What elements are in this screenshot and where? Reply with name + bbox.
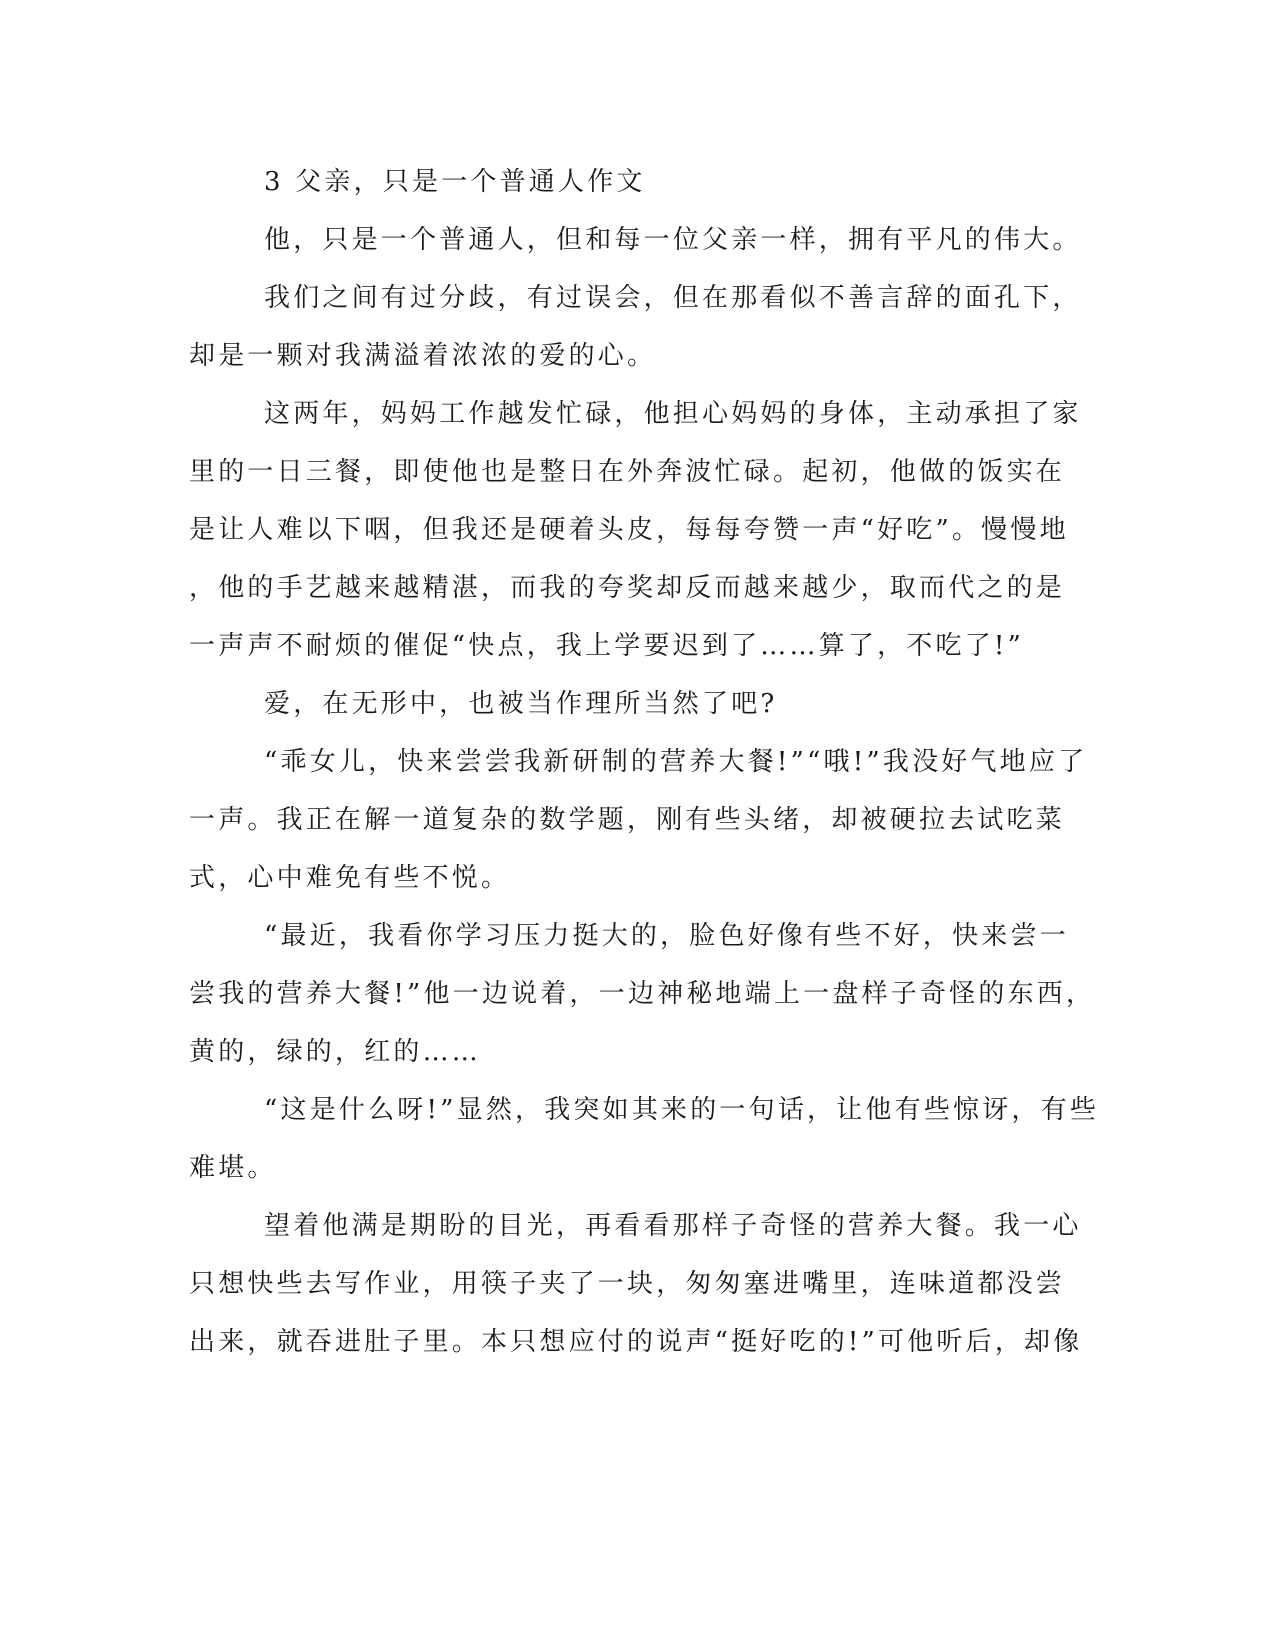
paragraph-line: 黄的，绿的，红的…… (189, 1037, 482, 1067)
paragraph-line: 尝我的营养大餐!”他一边说着，一边神秘地端上一盘样子奇怪的东西， (189, 979, 1096, 1009)
paragraph-line: 一声声不耐烦的催促“快点，我上学要迟到了……算了，不吃了!” (189, 631, 1025, 661)
paragraph-line: “乖女儿，快来尝尝我新研制的营养大餐!”“哦!”我没好气地应了 (264, 747, 1088, 777)
paragraph-line: 他，只是一个普通人，但和每一位父亲一样，拥有平凡的伟大。 (264, 225, 1082, 255)
paragraph-line: “这是什么呀!”显然，我突如其来的一句话，让他有些惊讶，有些 (264, 1095, 1100, 1125)
paragraph-line: 式，心中难免有些不悦。 (189, 863, 511, 893)
paragraph-line: ，他的手艺越来越精湛，而我的夸奖却反而越来越少，取而代之的是 (189, 573, 1066, 603)
paragraph-line: 里的一日三餐，即使他也是整日在外奔波忙碌。起初，他做的饭实在 (189, 457, 1066, 487)
paragraph-line: 难堪。 (189, 1153, 277, 1183)
paragraph-line: 一声。我正在解一道复杂的数学题，刚有些头绪，却被硬拉去试吃菜 (189, 805, 1066, 835)
paragraph-line: “最近，我看你学习压力挺大的，脸色好像有些不好，快来尝一 (264, 921, 1069, 951)
paragraph-line: 我们之间有过分歧，有过误会，但在那看似不善言辞的面孔下， (264, 283, 1082, 313)
paragraph-line: 只想快些去写作业，用筷子夹了一块，匆匆塞进嘴里，连味道都没尝 (189, 1269, 1066, 1299)
paragraph-line: 这两年，妈妈工作越发忙碌，他担心妈妈的身体，主动承担了家 (264, 399, 1082, 429)
paragraph-line: 出来，就吞进肚子里。本只想应付的说声“挺好吃的!”可他听后，却像 (189, 1327, 1083, 1357)
paragraph-line: 爱，在无形中，也被当作理所当然了吧? (264, 689, 778, 719)
paragraph-line: 却是一颗对我满溢着浓浓的爱的心。 (189, 341, 657, 371)
document-title: 3 父亲，只是一个普通人作文 (264, 167, 646, 197)
paragraph-line: 望着他满是期盼的目光，再看看那样子奇怪的营养大餐。我一心 (264, 1211, 1082, 1241)
paragraph-line: 是让人难以下咽，但我还是硬着头皮，每每夸赞一声“好吃”。慢慢地 (189, 515, 1069, 545)
